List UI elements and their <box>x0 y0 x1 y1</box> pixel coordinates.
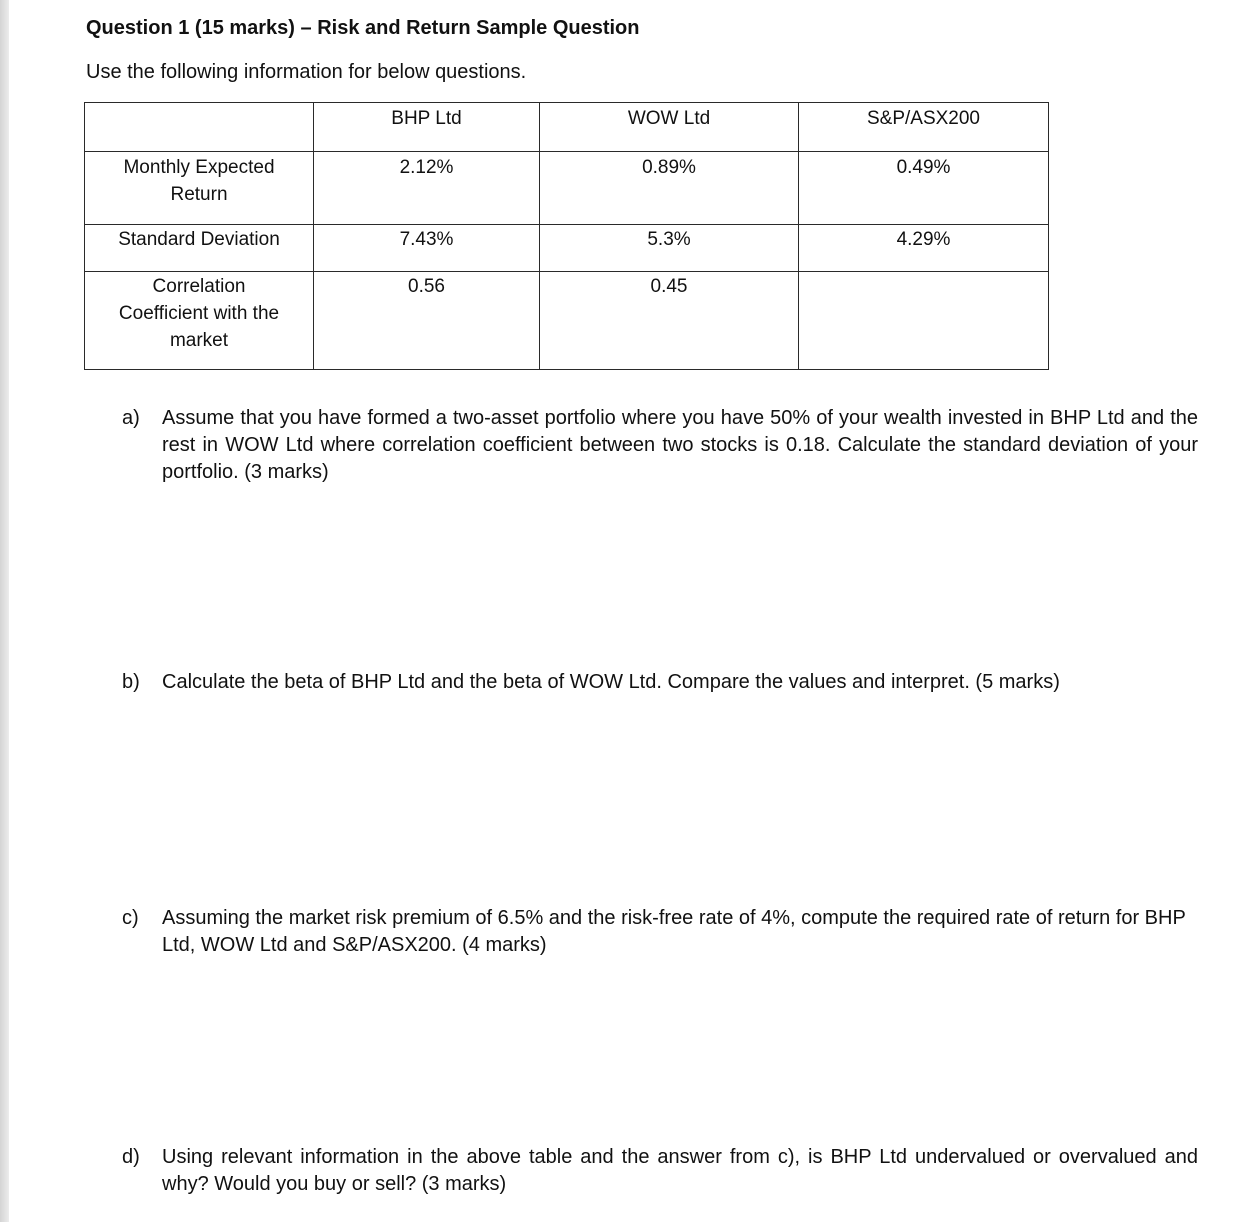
row-label-line: Coefficient with the <box>118 303 280 324</box>
table-header-row <box>85 103 1049 152</box>
question-label: d) <box>122 1146 140 1168</box>
table-cell: 4.29% <box>799 225 1049 272</box>
question-a <box>122 405 1198 486</box>
table-row <box>85 272 1049 370</box>
question-label: a) <box>122 407 140 429</box>
question-text: Calculate the beta of BHP Ltd and the beta of WOW Ltd. Compare the values and interpret. (5 marks) <box>162 671 1060 693</box>
row-label-line: market <box>169 330 229 351</box>
table-corner-cell <box>85 103 314 152</box>
table-cell: 0.56 <box>314 272 540 370</box>
question-label: b) <box>122 671 140 693</box>
table-cell: 7.43% <box>314 225 540 272</box>
question-d <box>122 1144 1198 1198</box>
page-left-edge <box>0 0 9 1222</box>
table-row <box>85 152 1049 225</box>
table-cell: 2.12% <box>314 152 540 225</box>
row-label-correlation <box>85 272 314 370</box>
row-label-line: Return <box>170 184 228 205</box>
table-cell: 0.89% <box>540 152 799 225</box>
question-label: c) <box>122 907 139 929</box>
question-c <box>122 905 1198 959</box>
table-cell-empty <box>799 272 1049 370</box>
question-text: Assume that you have formed a two-asset portfolio where you have 50% of your wealth invested in BHP Ltd and the rest in WOW Ltd where correlation coefficient between two stocks is 0.18. Calculate the standard deviation of your portfolio. (3 marks) <box>162 407 1198 483</box>
row-label-line: Monthly Expected <box>123 157 275 178</box>
info-table <box>84 102 1049 370</box>
question-b <box>122 669 1198 696</box>
row-label-standard-deviation <box>85 225 314 272</box>
question-heading: Question 1 (15 marks) – Risk and Return Sample Question <box>86 17 640 39</box>
row-label-line: Correlation <box>152 276 246 297</box>
table-cell: 5.3% <box>540 225 799 272</box>
column-header-wow: WOW Ltd <box>540 103 799 152</box>
table-cell: 0.49% <box>799 152 1049 225</box>
question-text: Assuming the market risk premium of 6.5% and the risk-free rate of 4%, compute the required rate of return for BHP Ltd, WOW Ltd and S&P/ASX200. (4 marks) <box>162 907 1186 956</box>
column-header-asx200: S&P/ASX200 <box>799 103 1049 152</box>
intro-text: Use the following information for below questions. <box>86 61 527 83</box>
question-text: Using relevant information in the above table and the answer from c), is BHP Ltd undervalued or overvalued and why? Would you buy or sell? (3 marks) <box>162 1146 1198 1195</box>
column-header-bhp: BHP Ltd <box>314 103 540 152</box>
row-label-line: Standard Deviation <box>118 229 280 250</box>
table-row <box>85 225 1049 272</box>
row-label-expected-return <box>85 152 314 225</box>
table-cell: 0.45 <box>540 272 799 370</box>
